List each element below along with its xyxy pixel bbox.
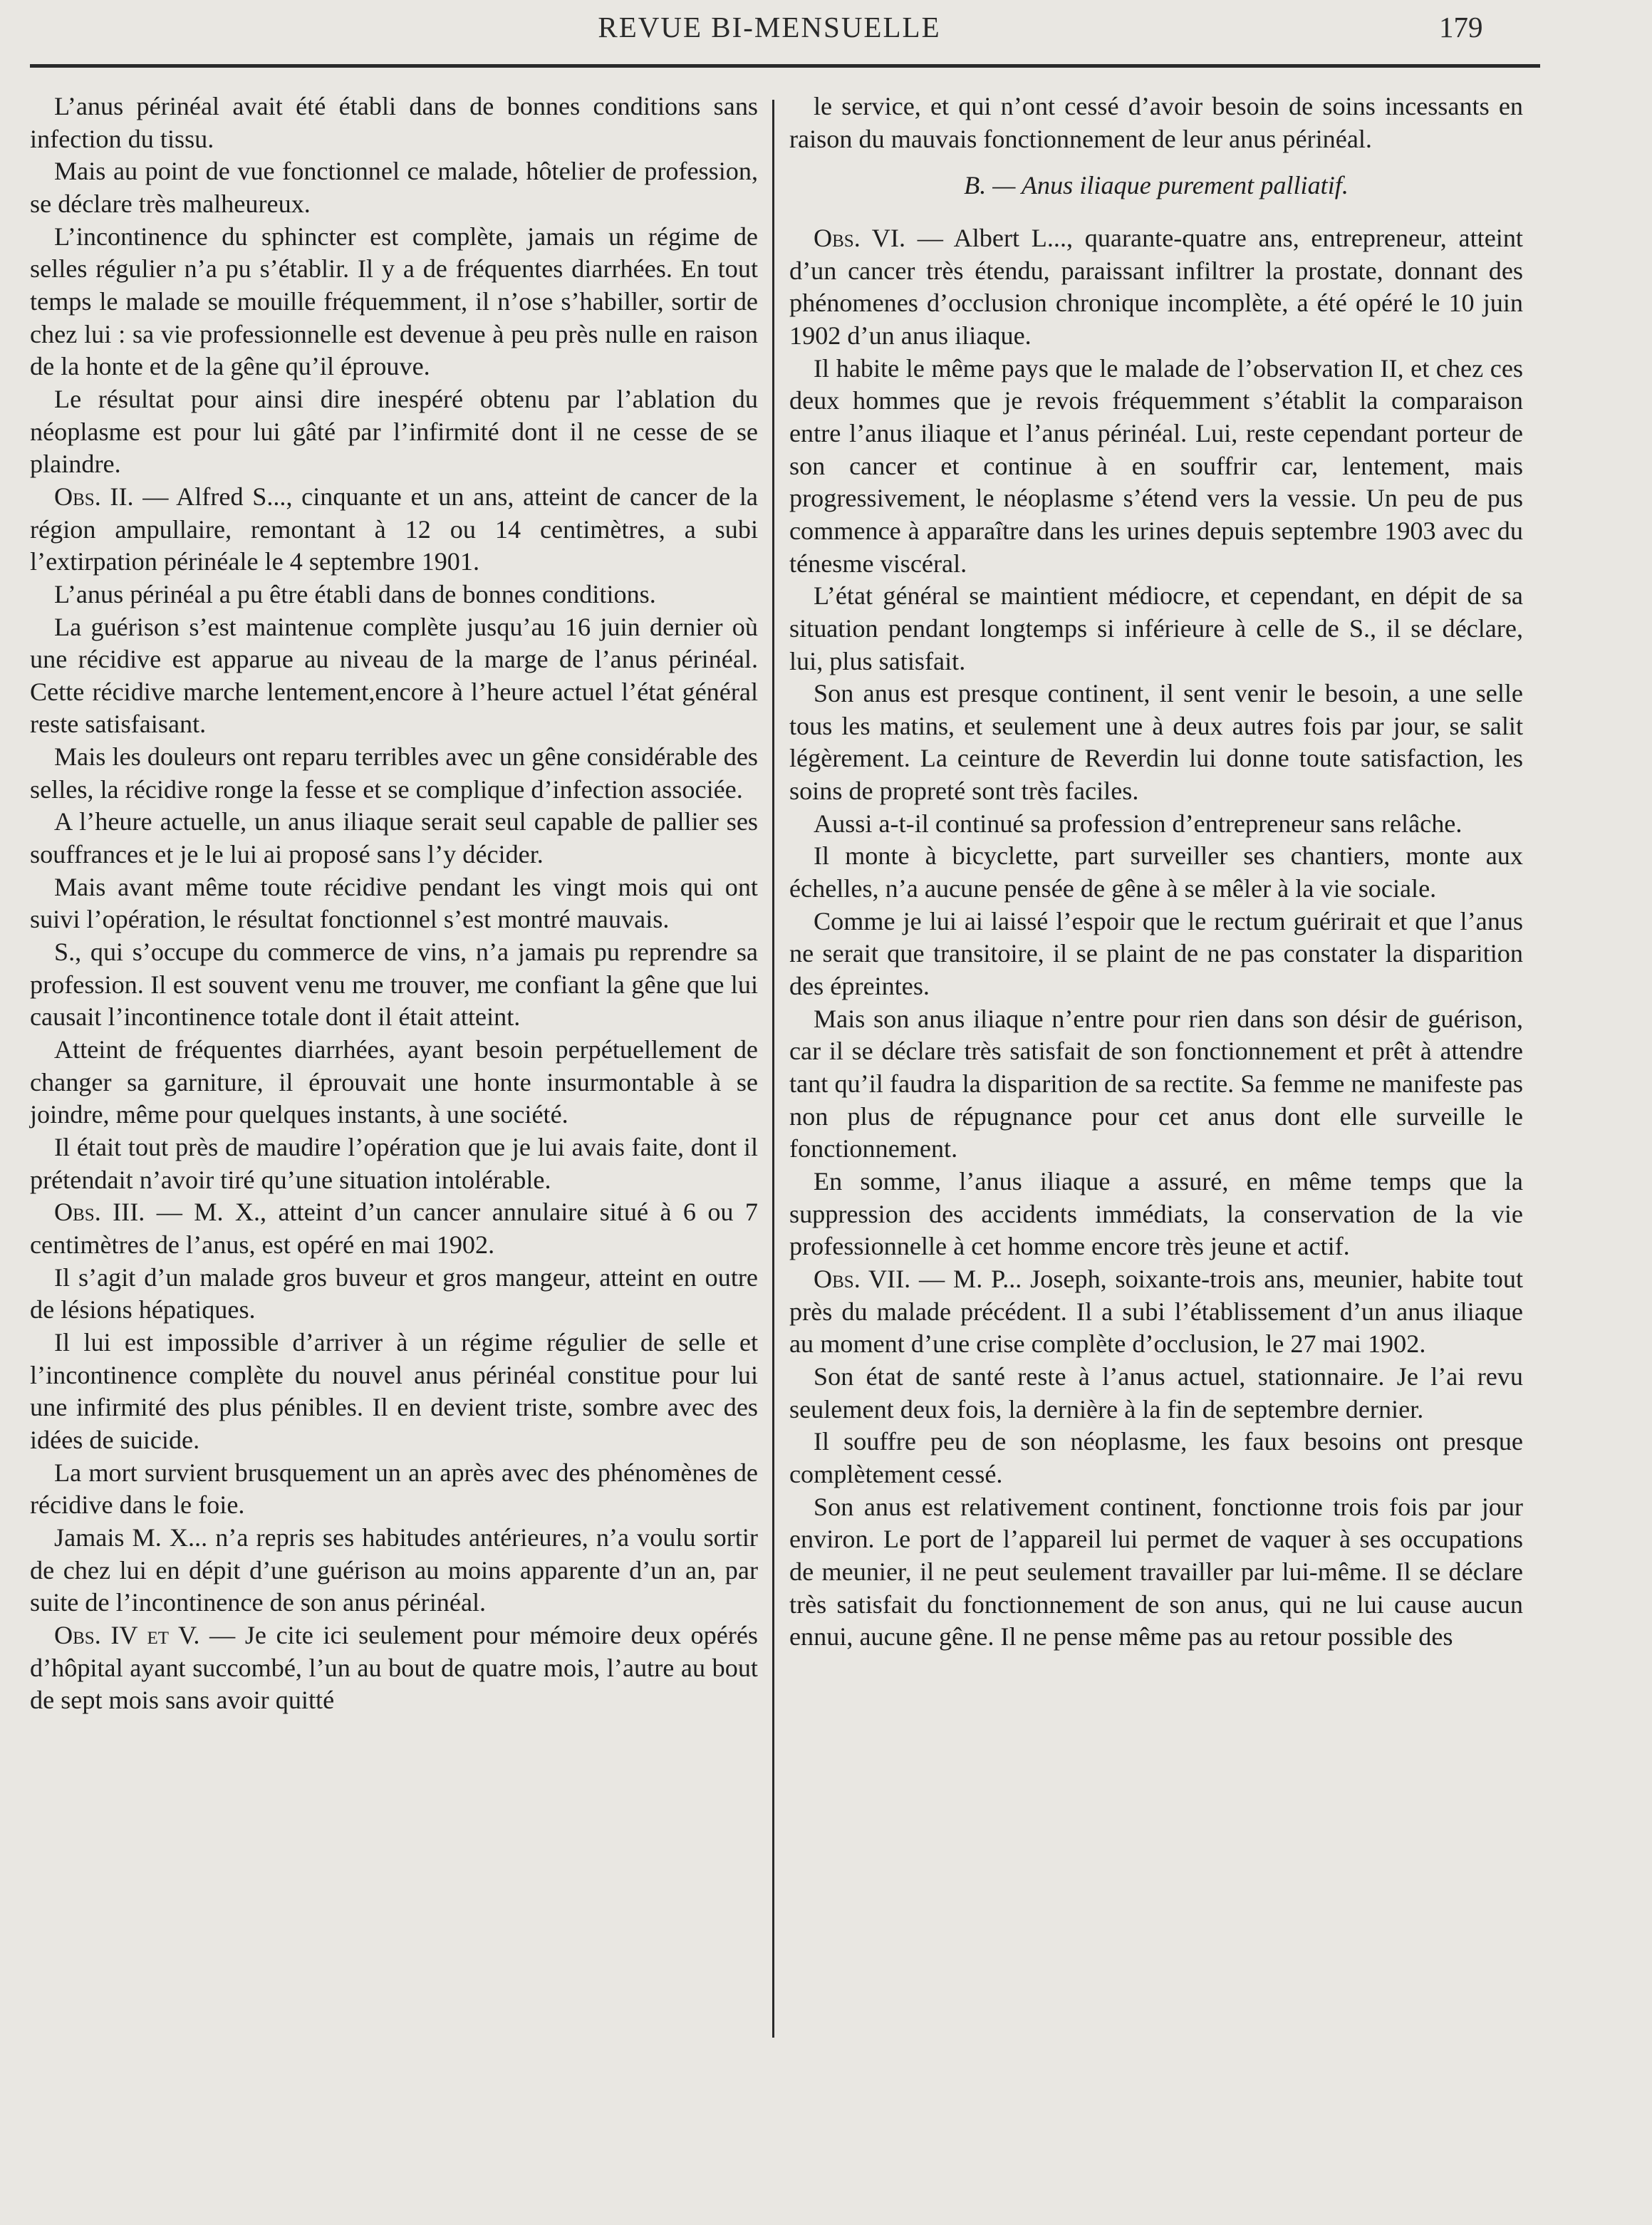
paragraph: Le résultat pour ainsi dire inespéré obtenu par l’ablation du néoplasme est pour lui gâté par l’infirmité dont il ne cesse de se plaindre. (30, 384, 758, 479)
paragraph: Il habite le même pays que le malade de l’observation II, et chez ces deux hommes que je revois fréquemment s’établit la comparaison entre l’anus iliaque et l’anus périnéal. Lui, reste cependant porteur de son cancer et continue à en souffrir car, lentement, mais progressivement, le néoplasme s’étend vers la vessie. Un peu de pus commence à apparaître dans les urines depuis septembre 1903 avec du ténesme viscéral. (789, 353, 1523, 578)
observation-text: — M. P... Joseph, soixante-trois ans, meunier, habite tout près du malade précédent. Il a subi l’établissement d’un anus iliaque au moment d’une crise complète d’occlusion, le 27 mai 1902. (789, 1264, 1523, 1359)
observation-text: — Albert L..., quarante-quatre ans, entrepreneur, atteint d’un cancer très étendu, paraissant infiltrer la prostate, donnant des phénomenes d’occlusion chronique incomplète, a été opéré le 10 juin 1902 d’un anus iliaque. (789, 223, 1523, 350)
paragraph: Mais au point de vue fonctionnel ce malade, hôtelier de profession, se déclare très malheureux. (30, 157, 758, 218)
running-title: REVUE BI-MENSUELLE (598, 11, 941, 43)
paragraph: S., qui s’occupe du commerce de vins, n’a jamais pu reprendre sa profession. Il est souvent venu me trouver, me confiant la gêne que lui causait l’incontinence totale dont il était atteint. (30, 938, 758, 1032)
observation-label: Obs. IV et V. (54, 1620, 200, 1649)
right-column (789, 90, 1523, 1654)
right-column-body (789, 222, 1523, 1654)
observation-paragraph (789, 222, 1523, 353)
observation-paragraph (30, 481, 758, 579)
header-rule (30, 64, 1540, 68)
paragraph: La mort survient brusquement un an après avec des phénomènes de récidive dans le foie. (30, 1458, 758, 1520)
paragraph: Il était tout près de maudire l’opération que je lui avais faite, dont il prétendait n’avoir tiré qu’une situation intolérable. (30, 1133, 758, 1194)
paragraph: Son anus est presque continent, il sent venir le besoin, a une selle tous les matins, et seulement une à deux autres fois par jour, se salit légèrement. La ceinture de Reverdin lui donne toute satisfaction, les soins de propreté sont très faciles. (789, 679, 1523, 806)
paragraph: Son anus est relativement continent, fonctionne trois fois par jour environ. Le port de l’appareil lui permet de vaquer à ses occupations de meunier, il ne peut seulement travailler par lui-même. Il se déclare très satisfait du fonctionnement de son anus, qui ne lui cause aucun ennui, aucune gêne. Il ne pense même pas au retour possible des (789, 1492, 1523, 1651)
observation-label: Obs. III. (54, 1198, 145, 1227)
paragraph: Mais avant même toute récidive pendant les vingt mois qui ont suivi l’opération, le résultat fonctionnel s’est montré mauvais. (30, 872, 758, 934)
paragraph: La guérison s’est maintenue complète jusqu’au 16 juin dernier où une récidive est apparue au niveau de la marge de l’anus périnéal. Cette récidive marche lentement,encore à l’heure actuel l’état général reste satisfaisant. (30, 612, 758, 739)
paragraph: Jamais M. X... n’a repris ses habitudes antérieures, n’a voulu sortir de chez lui en dépit d’une guérison au moins apparente d’un an, par suite de l’incontinence de son anus périnéal. (30, 1523, 758, 1617)
paragraph: Il monte à bicyclette, part surveiller ses chantiers, monte aux échelles, n’a aucune pensée de gêne à se mêler à la vie sociale. (789, 841, 1523, 903)
page-number: 179 (1439, 11, 1483, 43)
paragraph: Il lui est impossible d’arriver à un régime régulier de selle et l’incontinence complète du nouvel anus périnéal constitue pour lui une infirmité des plus pénibles. Il en devient triste, sombre avec des idées de suicide. (30, 1327, 758, 1454)
paragraph: Mais son anus iliaque n’entre pour rien dans son désir de guérison, car il se déclare très satisfait de son fonctionnement et prêt à attendre tant qu’il faudra la disparition de sa rectite. Sa femme ne manifeste pas non plus de répugnance pour cet anus dont elle surveille le fonctionnement. (789, 1004, 1523, 1163)
paragraph: L’anus périnéal a pu être établi dans de bonnes conditions. (54, 579, 656, 608)
paragraph: Son état de santé reste à l’anus actuel, stationnaire. Je l’ai revu seulement deux fois, la dernière à la fin de septembre dernier. (789, 1362, 1523, 1423)
observation-label: Obs. VII. (814, 1264, 911, 1293)
paragraph: Il souffre peu de son néoplasme, les faux besoins ont presque complètement cessé. (789, 1427, 1523, 1488)
paragraph: L’anus périnéal avait été établi dans de bonnes conditions sans infection du tissu. (30, 92, 758, 153)
paragraph: le service, et qui n’ont cessé d’avoir besoin de soins incessants en raison du mauvais fonctionnement de leur anus périnéal. (789, 92, 1523, 153)
paragraph: Comme je lui ai laissé l’espoir que le rectum guérirait et que l’anus ne serait que transitoire, il se plaint de ne pas constater la disparition des épreintes. (789, 906, 1523, 1001)
paragraph: Il s’agit d’un malade gros buveur et gros mangeur, atteint en outre de lésions hépatiques. (30, 1262, 758, 1324)
observation-paragraph (30, 1619, 758, 1717)
observation-label: Obs. II. (54, 482, 134, 511)
paragraph: En somme, l’anus iliaque a assuré, en même temps que la suppression des accidents immédiats, la conservation de la vie professionnelle à cet homme encore très jeune et actif. (789, 1167, 1523, 1261)
observation-text: — Alfred S..., cinquante et un ans, atteint de cancer de la région ampullaire, remontant à 12 ou 14 centimètres, a subi l’extirpation périnéale le 4 septembre 1901. (30, 482, 758, 576)
paragraph: L’état général se maintient médiocre, et cependant, en dépit de sa situation pendant longtemps si inférieure à celle de S., il se déclare, lui, plus satisfait. (789, 581, 1523, 675)
observation-paragraph (789, 1263, 1523, 1361)
left-column (30, 90, 758, 1717)
observation-label: Obs. VI. (814, 223, 906, 252)
column-divider (772, 100, 774, 2038)
section-heading: B. — Anus iliaque purement palliatif. (964, 171, 1349, 200)
paragraph: Atteint de fréquentes diarrhées, ayant besoin perpétuellement de changer sa garniture, il éprouvait une honte insurmontable à se joindre, même pour quelques instants, à une société. (30, 1035, 758, 1129)
observation-text: — M. X., atteint d’un cancer annulaire situé à 6 ou 7 centimètres de l’anus, est opéré en mai 1902. (30, 1198, 758, 1259)
paragraph: L’incontinence du sphincter est complète, jamais un régime de selles régulier n’a pu s’établir. Il y a de fréquentes diarrhées. En tout temps le malade se mouille fréquemment, il n’ose s’habiller, sortir de chez lui : sa vie professionnelle est devenue à peu près nulle en raison de la honte et de la gêne qu’il éprouve. (30, 222, 758, 381)
paragraph: Mais les douleurs ont reparu terribles avec un gêne considérable des selles, la récidive ronge la fesse et se complique d’infection associée. (30, 742, 758, 804)
observation-text: — Je cite ici seulement pour mémoire deux opérés d’hôpital ayant succombé, l’un au bout de quatre mois, l’autre au bout de sept mois sans avoir quitté (30, 1620, 758, 1715)
paragraph: A l’heure actuelle, un anus iliaque serait seul capable de pallier ses souffrances et je le lui ai proposé sans l’y décider. (30, 807, 758, 869)
paragraph: Aussi a-t-il continué sa profession d’entrepreneur sans relâche. (814, 809, 1463, 838)
observation-paragraph (30, 1196, 758, 1261)
